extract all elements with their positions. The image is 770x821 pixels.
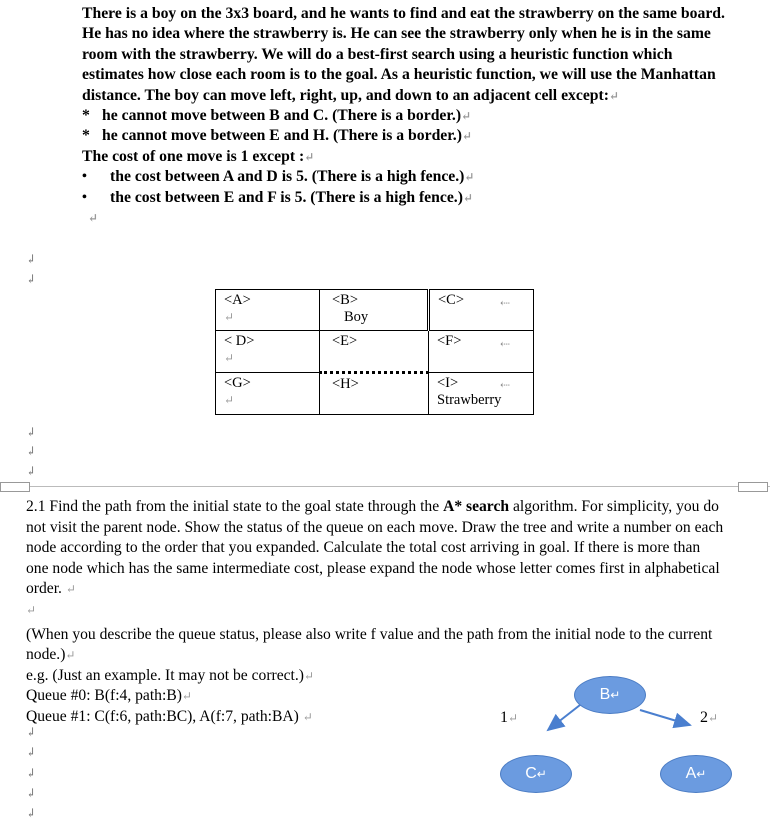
cell-b: <B> Boy bbox=[320, 290, 429, 331]
intro-paragraph: There is a boy on the 3x3 board, and he wants to find and eat the strawberry on the same board. He has no idea where the strawberry is. He can see the strawberry only when he is in the same room with the strawberry. We will do a best-first search using a heuristic function which estimates how close each room is to the goal. As a heuristic function, we will use the Manhattan distance. The boy can move left, right, up, and down to an adjacent cell except:↵ bbox=[82, 5, 725, 104]
para-mark: ↲ bbox=[26, 464, 37, 478]
para-mark: ↲ bbox=[26, 725, 37, 739]
para-mark: ↲ bbox=[26, 766, 37, 780]
queue-1: Queue #1: C(f:6, path:BC), A(f:7, path:BA) ↵ bbox=[26, 707, 313, 725]
bullet-fence-ef: • the cost between E and F is 5. (There is a high fence.) ↵ bbox=[82, 188, 474, 206]
queue-0: Queue #0: B(f:4, path:B)↵ bbox=[26, 687, 192, 705]
edge-label-2: 2↵ bbox=[700, 709, 719, 726]
para-mark: ↲ bbox=[26, 444, 37, 458]
margin-box-right bbox=[738, 482, 768, 492]
cost-line: The cost of one move is 1 except :↵ bbox=[82, 147, 315, 165]
cell-a: <A> ↵ bbox=[216, 290, 320, 331]
row-mark: ⇠ bbox=[500, 378, 511, 392]
row-mark: ⇠ bbox=[500, 296, 511, 310]
cell-i: <I> Strawberry bbox=[429, 373, 534, 415]
question-text: 2.1 Find the path from the initial state to the goal state through the A* search algorithm. For simplicity, you do not visit the parent node. Show the status of the queue on each move. Draw the tree and write a number on each node according to the order that you expanded. Calculate the total cost arriving in goal. If there is more than one node which has the same intermediate cost, please expand the node whose letter comes first in alphabetical order. ↵ bbox=[26, 498, 724, 598]
row-mark: ⇠ bbox=[500, 337, 511, 351]
cell-e: <E> bbox=[320, 331, 429, 373]
intro-block bbox=[82, 4, 732, 228]
cell-h: <H> bbox=[320, 373, 429, 415]
cell-d: < D> ↵ bbox=[216, 331, 320, 373]
para-mark: ↲ bbox=[26, 425, 37, 439]
cell-f: <F> bbox=[429, 331, 534, 373]
tree-node-b: B ↵ bbox=[574, 676, 646, 714]
margin-box-left bbox=[0, 482, 30, 492]
tree-node-a: A ↵ bbox=[660, 755, 732, 793]
rule-border-bc: * he cannot move between B and C. (There is a border.) ↵ bbox=[82, 107, 472, 125]
para-mark: ↵ bbox=[88, 211, 99, 226]
cell-c: <C> bbox=[429, 290, 534, 331]
edge-b-a bbox=[640, 710, 690, 725]
para-mark: ↲ bbox=[26, 252, 37, 266]
edge-label-1: 1↵ bbox=[500, 709, 519, 726]
edge-b-c bbox=[548, 705, 580, 730]
example-label: e.g. (Just an example. It may not be correct.)↵ bbox=[26, 666, 315, 684]
tree-node-c: C ↵ bbox=[500, 755, 572, 793]
para-mark: ↲ bbox=[26, 786, 37, 800]
para-mark: ↲ bbox=[26, 745, 37, 759]
queue-instruction: (When you describe the queue status, please also write f value and the path from the initial node to the current node.)↵ bbox=[26, 625, 713, 664]
rule-border-eh: * he cannot move between E and H. (There is a border.) ↵ bbox=[82, 127, 472, 145]
section-divider bbox=[0, 486, 770, 487]
cell-g: <G> ↵ bbox=[216, 373, 320, 415]
para-mark: ↵ bbox=[26, 602, 37, 617]
para-mark: ↲ bbox=[26, 806, 37, 820]
bullet-fence-ad: • the cost between A and D is 5. (There is a high fence.) ↵ bbox=[82, 168, 475, 186]
board-grid bbox=[215, 289, 534, 415]
para-mark: ↲ bbox=[26, 272, 37, 286]
